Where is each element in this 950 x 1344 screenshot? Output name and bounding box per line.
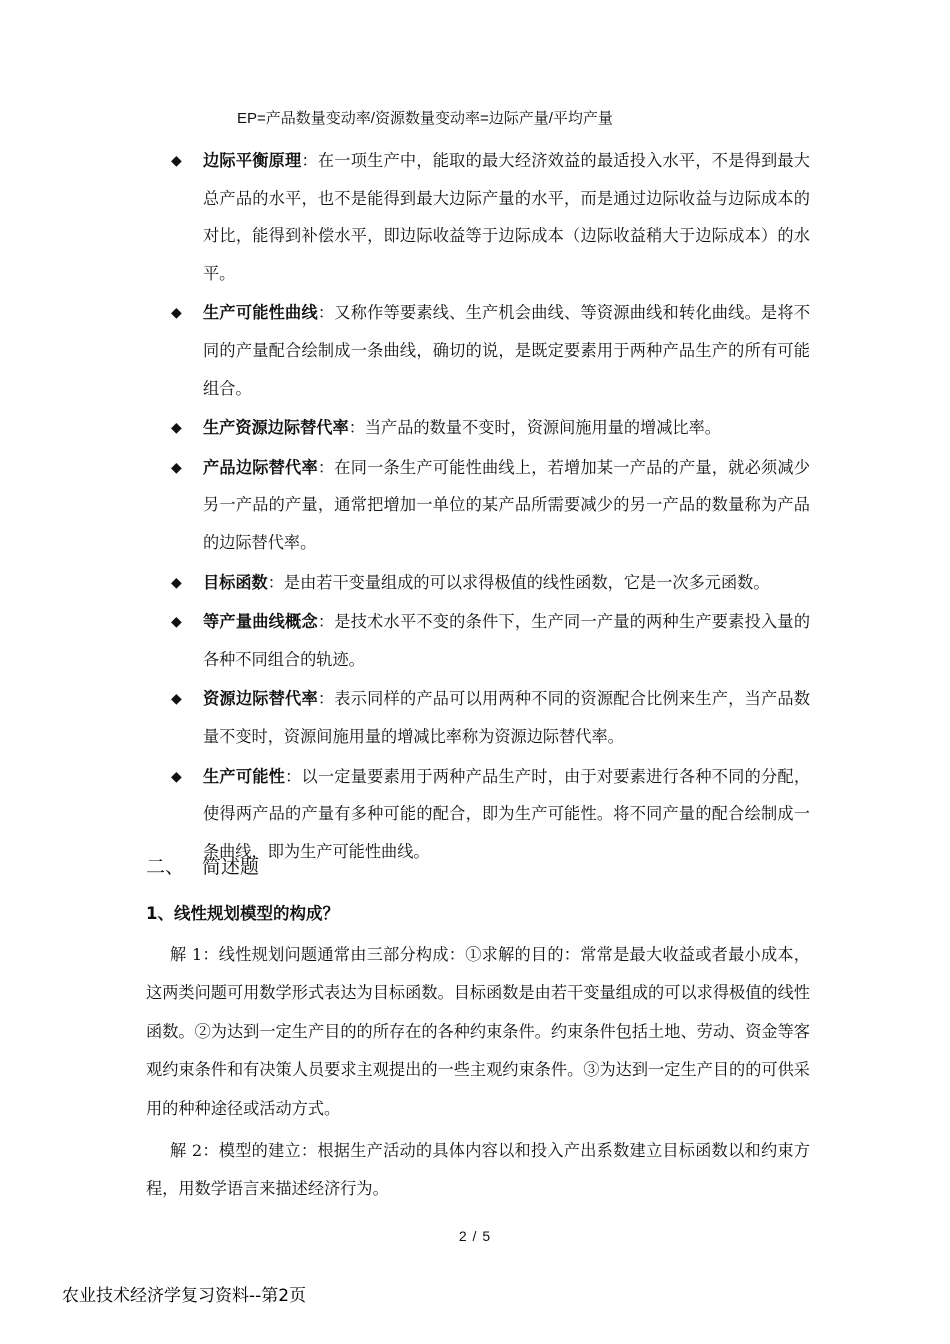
definition-body: ：当产品的数量不变时，资源间施用量的增减比率。 [348, 418, 721, 438]
definition-term: 资源边际替代率 [203, 689, 318, 709]
question-heading: 1、线性规划模型的构成？ [146, 904, 339, 923]
section-number: 二、 [146, 856, 185, 878]
definition-term: 目标函数 [203, 572, 268, 592]
definition-item [0, 142, 950, 292]
definition-term: 生产可能性曲线 [203, 303, 318, 323]
definition-text [203, 680, 810, 755]
answer-paragraph: 解 2：模型的建立：根据生产活动的具体内容以和投入产出系数建立目标函数以和约束方程，用数学语言来描述经济行为。 [146, 1141, 810, 1199]
answer-paragraph: 解 1：线性规划问题通常由三部分构成：①求解的目的：常常是最大收益或者最小成本，这两类问题可用数学形式表达为目标函数。目标函数是由若干变量组成的可以求得极值的线性函数。②为达到一定生产目的的所存在的各种约束条件。约束条件包括土地、劳动、资金等客观约束条件和有决策人员要求主观提出的一些主观约束条件。③为达到一定生产目的的可供采用的种种途径或活动方式。 [146, 945, 810, 1118]
page-number: 2 / 5 [458, 1228, 492, 1244]
definition-term: 生产可能性 [203, 766, 286, 786]
definition-text [203, 449, 810, 562]
formula-line: EP=产品数量变动率/资源数量变动率=边际产量/平均产量 [237, 110, 613, 127]
definition-term: 边际平衡原理 [203, 151, 302, 170]
diamond-bullet-icon: ◆ [171, 574, 182, 591]
definition-body: ：是技术水平不变的条件下，生产同一产量的两种生产要素投入量的各种不同组合的轨迹。 [203, 612, 811, 669]
diamond-bullet-icon: ◆ [171, 459, 182, 476]
definition-list [0, 142, 950, 872]
diamond-bullet-icon: ◆ [171, 691, 182, 708]
definition-text [203, 294, 810, 407]
answer-block [146, 936, 810, 1213]
footer-caption: 农业技术经济学复习资料--第2页 [62, 1286, 307, 1306]
definition-term: 等产量曲线概念 [203, 612, 318, 632]
definition-text [203, 564, 810, 602]
diamond-bullet-icon: ◆ [171, 768, 182, 785]
definition-text [203, 409, 810, 447]
definition-body: ：表示同样的产品可以用两种不同的资源配合比例来生产，当产品数量不变时，资源间施用量的增减比率称为资源边际替代率。 [203, 689, 811, 746]
definition-text [203, 142, 810, 292]
definition-item [0, 603, 950, 678]
diamond-bullet-icon: ◆ [171, 614, 182, 631]
definition-item [0, 758, 950, 871]
diamond-bullet-icon: ◆ [171, 305, 182, 322]
section-title: 简述题 [202, 856, 260, 878]
definition-body: ：在一项生产中，能取的最大经济效益的最适投入水平，不是得到最大总产品的水平，也不是能得到最大边际产量的水平，而是通过边际收益与边际成本的对比，能得到补偿水平，即边际收益等于边际成本（边际收益稍大于边际成本）的水平。 [203, 151, 810, 283]
diamond-bullet-icon: ◆ [171, 153, 182, 169]
definition-body: ：又称作等要素线、生产机会曲线、等资源曲线和转化曲线。是将不同的产量配合绘制成一条曲线，确切的说，是既定要素用于两种产品生产的所有可能组合。 [203, 303, 811, 398]
definition-item [0, 294, 950, 407]
definition-text [203, 758, 810, 871]
definition-term: 产品边际替代率 [203, 457, 318, 477]
definition-body: ：是由若干变量组成的可以求得极值的线性函数，它是一次多元函数。 [267, 572, 770, 592]
definition-item [0, 449, 950, 562]
definition-item [0, 564, 950, 602]
section-heading [146, 852, 259, 882]
diamond-bullet-icon: ◆ [171, 420, 182, 437]
definition-item [0, 409, 950, 447]
definition-body: ：在同一条生产可能性曲线上，若增加某一产品的产量，就必须减少另一产品的产量，通常把增加一单位的某产品所需要减少的另一产品的数量称为产品的边际替代率。 [203, 457, 811, 552]
definition-text [203, 603, 810, 678]
definition-body: ：以一定量要素用于两种产品生产时，由于对要素进行各种不同的分配，使得两产品的产量有多种可能的配合，即为生产可能性。将不同产量的配合绘制成一条曲线，即为生产可能性曲线。 [203, 766, 811, 861]
definition-item [0, 680, 950, 755]
definition-term: 生产资源边际替代率 [203, 418, 349, 438]
